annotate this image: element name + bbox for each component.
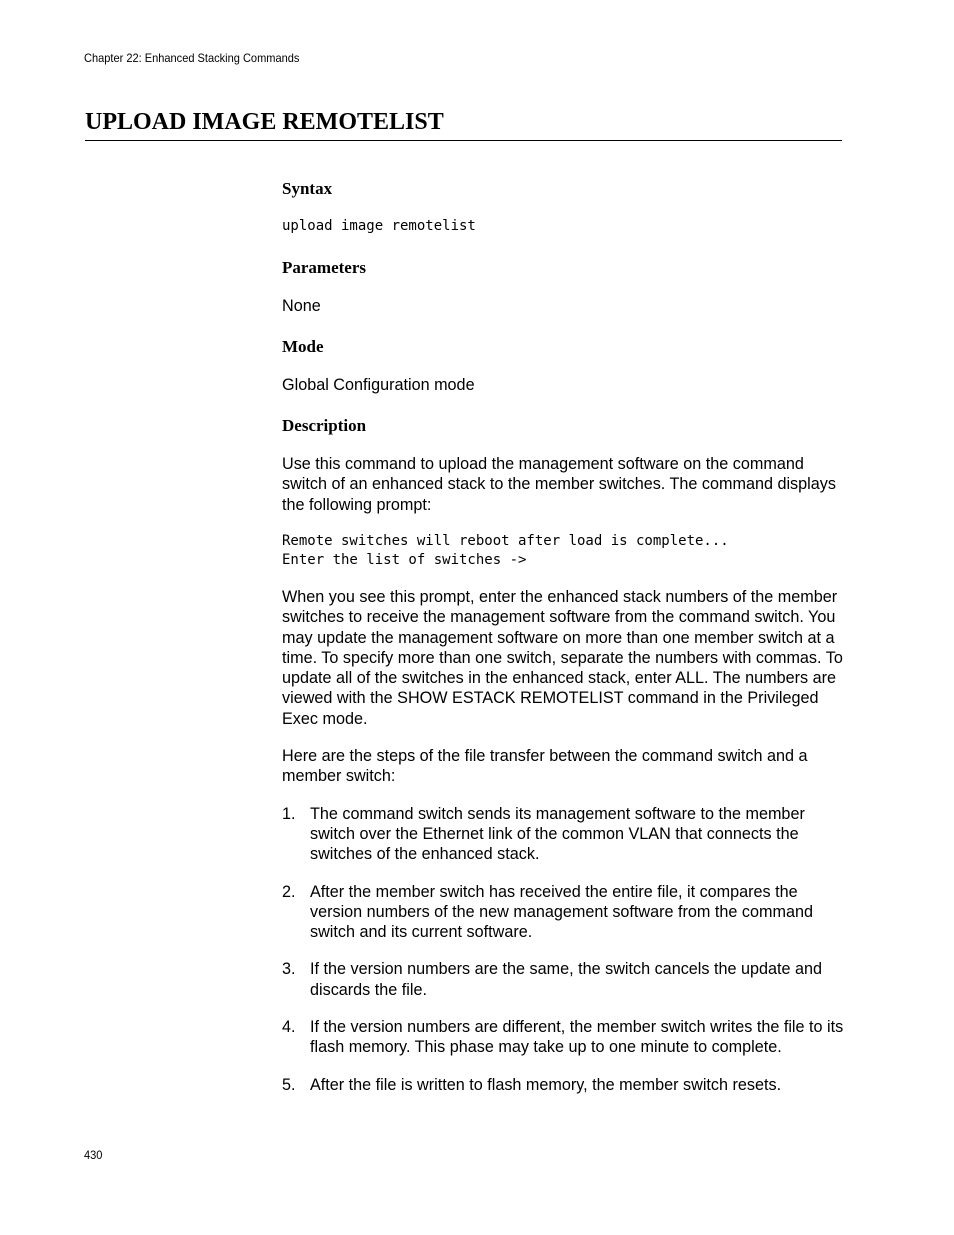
prompt-line-1: Remote switches will reboot after load is complete... <box>282 532 729 549</box>
step-number: 5. <box>282 1075 296 1094</box>
list-item <box>282 882 847 943</box>
description-paragraph-2: When you see this prompt, enter the enhanced stack numbers of the member switches to receive the management software from the command switch. You may update the management software on more than one member switch at a time. To specify more than one switch, separate the numbers with commas. To update all of the switches in the enhanced stack, enter ALL. The numbers are viewed with the SHOW ESTACK REMOTELIST command in the Privileged Exec mode. <box>282 587 843 728</box>
list-item <box>282 1017 847 1058</box>
mode-heading: Mode <box>282 336 324 356</box>
step-number: 2. <box>282 882 296 901</box>
description-heading: Description <box>282 416 367 436</box>
list-item <box>282 1075 847 1095</box>
mode-text: Global Configuration mode <box>282 375 475 394</box>
body-column <box>282 178 847 1095</box>
page-number: 430 <box>84 1148 103 1162</box>
step-text: The command switch sends its management software to the member switch over the Ethernet link of the common VLAN that connects the switches of the enhanced stack. <box>310 804 805 864</box>
steps-list <box>282 804 847 1095</box>
title-rule <box>85 140 842 141</box>
step-number: 4. <box>282 1018 296 1037</box>
list-item <box>282 959 847 1000</box>
page-title: UPLOAD IMAGE REMOTELIST <box>85 109 444 135</box>
list-item <box>282 804 847 865</box>
syntax-code: upload image remotelist <box>282 218 476 234</box>
description-paragraph-3: Here are the steps of the file transfer between the command switch and a member switch: <box>282 747 808 786</box>
parameters-text: None <box>282 296 321 315</box>
step-number: 3. <box>282 960 296 979</box>
step-text: After the file is written to flash memory, the member switch resets. <box>310 1075 782 1094</box>
prompt-code-block <box>282 532 847 571</box>
description-paragraph-1: Use this command to upload the management software on the command switch of an enhanced stack to the member switches. The command displays the following prompt: <box>282 455 836 514</box>
syntax-heading: Syntax <box>282 179 333 198</box>
parameters-heading: Parameters <box>282 257 367 277</box>
prompt-line-2: Enter the list of switches -> <box>282 552 527 569</box>
step-text: After the member switch has received the entire file, it compares the version numbers of the new management software from the command switch and its current software. <box>310 882 813 942</box>
running-head: Chapter 22: Enhanced Stacking Commands <box>84 51 300 65</box>
step-number: 1. <box>282 804 296 823</box>
step-text: If the version numbers are different, the member switch writes the file to its flash memory. This phase may take up to one minute to complete. <box>310 1018 844 1057</box>
step-text: If the version numbers are the same, the switch cancels the update and discards the file. <box>310 960 822 999</box>
